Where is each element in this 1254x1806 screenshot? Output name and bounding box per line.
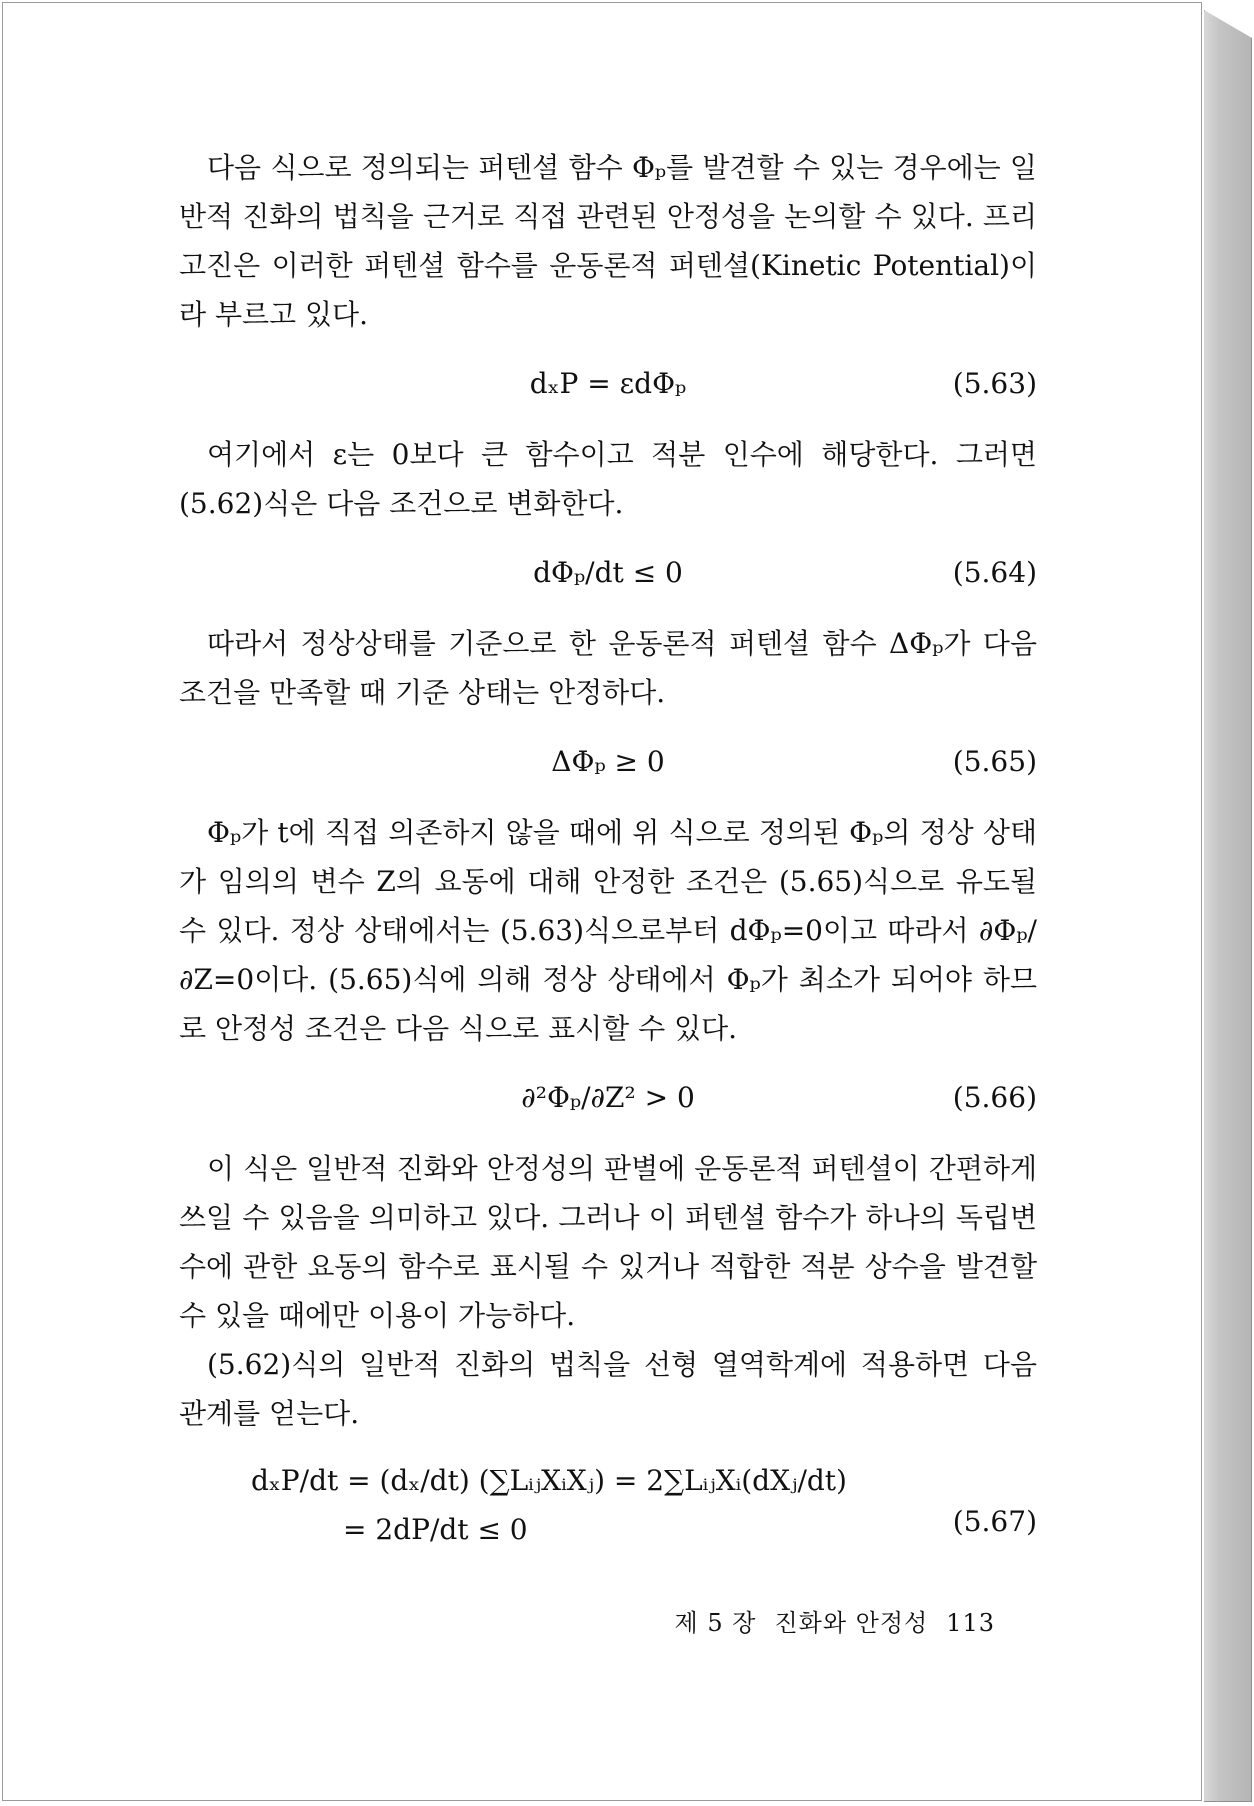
paragraph-steady-state-stability: Φₚ가 t에 직접 의존하지 않을 때에 위 식으로 정의된 Φₚ의 정상 상태가 임의의 변수 Z의 요동에 대해 안정한 조건은 (5.65)식으로 유도될 수 있다. 정상 상태에서는 (5.63)식으로부터 dΦₚ=0이고 따라서 ∂Φₚ/∂Z=0이다. (5.65)식에 의해 정상 상태에서 Φₚ가 최소가 되어야 하므로 안정성 조건은 다음 식으로 표시할 수 있다. [179, 816, 1037, 1045]
book-spine-edge [1204, 10, 1252, 1802]
equation-number: (5.64) [952, 556, 1037, 589]
page-content [179, 143, 1037, 1554]
equation-line-2: = 2dP/dt ≤ 0 [343, 1513, 528, 1546]
equation-number: (5.65) [952, 745, 1037, 778]
paragraph-kinetic-potential-usage: 이 식은 일반적 진화와 안정성의 판별에 운동론적 퍼텐셜이 간편하게 쓰일 수 있음을 의미하고 있다. 그러나 이 퍼텐셜 함수가 하나의 독립변수에 관한 요동의 함수로 표시될 수 있거나 적합한 적분 상수을 발견할 수 있을 때에만 이용이 가능하다. [179, 1152, 1037, 1332]
equation-expression: ΔΦₚ ≥ 0 [551, 745, 665, 778]
chapter-title: 진화와 안정성 [774, 1609, 929, 1637]
equation-5-66 [179, 1073, 1037, 1122]
page-number: 113 [946, 1609, 995, 1637]
equation-expression: dΦₚ/dt ≤ 0 [533, 556, 683, 589]
equation-number: (5.63) [952, 367, 1037, 400]
paragraph-kinetic-potential-intro: 다음 식으로 정의되는 퍼텐셜 함수 Φₚ를 발견할 수 있는 경우에는 일반적 진화의 법칙을 근거로 직접 관련된 안정성을 논의할 수 있다. 프리고진은 이러한 퍼텐셜 함수를 운동론적 퍼텐셜(Kinetic Potential)이라 부르고 있다. [179, 151, 1037, 331]
paragraph-integrating-factor: 여기에서 ε는 0보다 큰 함수이고 적분 인수에 해당한다. 그러면 (5.62)식은 다음 조건으로 변화한다. [179, 438, 1037, 520]
equation-line-1: dₓP/dt = (dₓ/dt) (∑LᵢⱼXᵢXⱼ) = 2∑LᵢⱼXᵢ(dXⱼ/dt) [251, 1464, 847, 1497]
equation-number: (5.66) [952, 1081, 1037, 1114]
equation-5-64 [179, 548, 1037, 597]
equation-expression: ∂²Φₚ/∂Z² > 0 [521, 1081, 695, 1114]
paragraph-stability-condition: 따라서 정상상태를 기준으로 한 운동론적 퍼텐셜 함수 ΔΦₚ가 다음 조건을 만족할 때 기준 상태는 안정하다. [179, 627, 1037, 709]
page-footer [675, 1603, 995, 1638]
equation-number: (5.67) [952, 1505, 1037, 1538]
equation-5-65 [179, 737, 1037, 786]
equation-5-67 [179, 1456, 1037, 1554]
chapter-label: 제 5 장 [674, 1609, 757, 1637]
book-page [2, 2, 1202, 1801]
equation-expression: dₓP = εdΦₚ [529, 367, 687, 400]
paragraph-linear-thermodynamics: (5.62)식의 일반적 진화의 법칙을 선형 열역학계에 적용하면 다음 관계를 얻는다. [179, 1348, 1037, 1430]
equation-5-63 [179, 359, 1037, 408]
